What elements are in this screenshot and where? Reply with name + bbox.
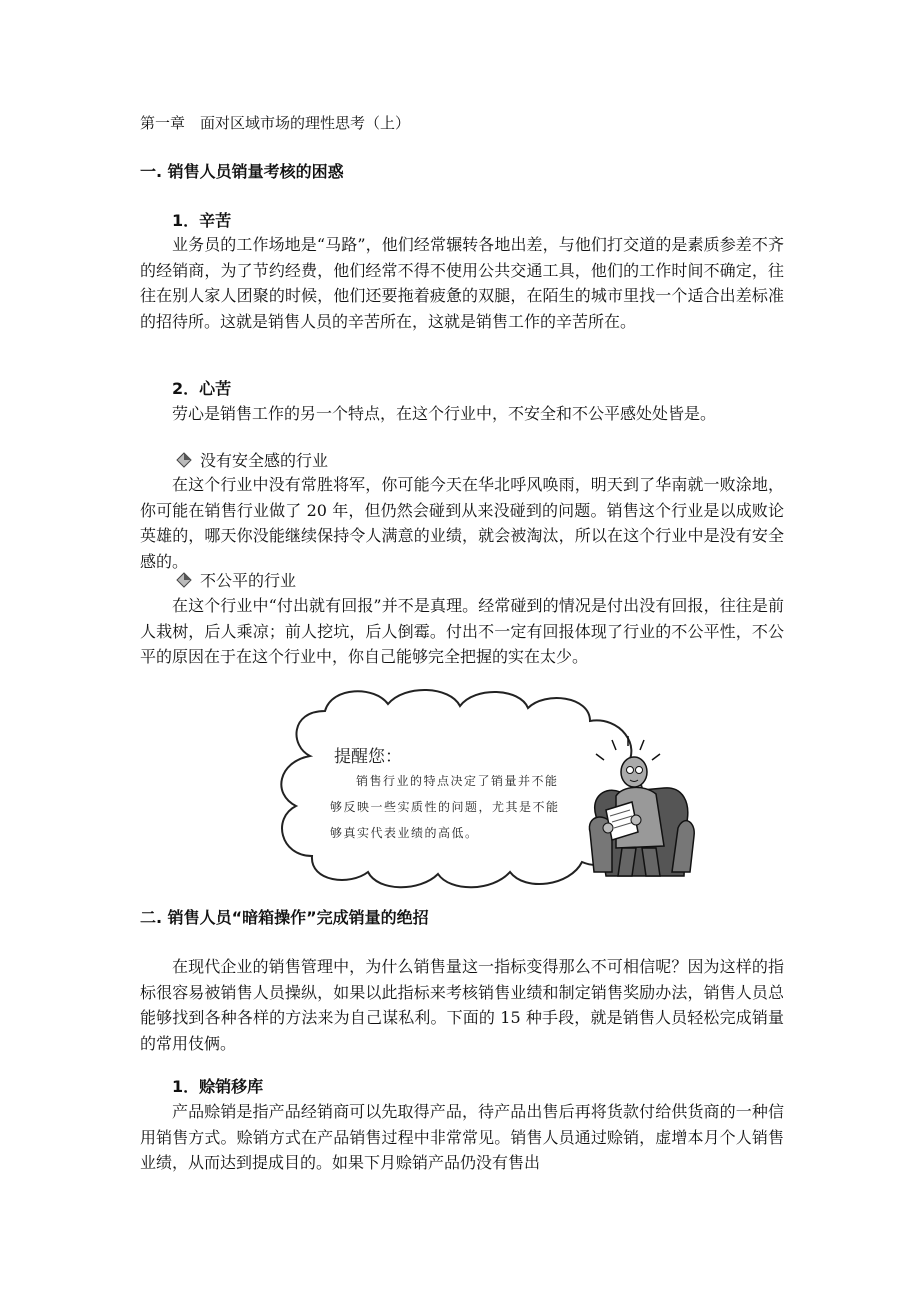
paragraph-hardship: 业务员的工作场地是“马路”，他们经常辗转各地出差，与他们打交道的是素质参差不齐的经销商，为了节约经费，他们经常不得不使用公共交通工具，他们的工作时间不确定，往往在别人家人团聚的时候，他们还要拖着疲惫的双腿，在陌生的城市里找一个适合出差标准的招待所。这就是销售人员的辛苦所在，这就是销售工作的辛苦所在。 bbox=[140, 235, 784, 331]
diamond-bullet-icon bbox=[176, 572, 192, 588]
reminder-line: 够真实代表业绩的高低。 bbox=[330, 826, 479, 840]
chapter-title: 第一章 面对区域市场的理性思考（上） bbox=[140, 114, 411, 132]
reminder-line: 够反映一些实质性的问题，尤其是不能 bbox=[330, 800, 560, 814]
subheading-heartache: 2．心苦 bbox=[172, 379, 232, 398]
reminder-line: 销售行业的特点决定了销量并不能 bbox=[356, 774, 559, 788]
section-heading-2: 二. 销售人员“暗箱操作”完成销量的绝招 bbox=[140, 908, 429, 927]
section-heading-1: 一. 销售人员销量考核的困惑 bbox=[140, 162, 344, 181]
diamond-bullet-icon bbox=[176, 452, 192, 468]
bullet-no-security bbox=[176, 449, 576, 473]
bullet-unfair bbox=[176, 569, 576, 593]
bullet-label: 不公平的行业 bbox=[200, 571, 297, 590]
paragraph-section2-intro: 在现代企业的销售管理中，为什么销售量这一指标变得那么不可相信呢？因为这样的指标很容易被销售人员操纵，如果以此指标来考核销售业绩和制定销售奖励办法，销售人员总能够找到各种各样的方法来为自己谋私利。下面的 15 种手段，就是销售人员轻松完成销量的常用伎俩。 bbox=[140, 957, 784, 1053]
paragraph-heartache: 劳心是销售工作的另一个特点，在这个行业中，不安全和不公平感处处皆是。 bbox=[172, 404, 717, 423]
reminder-title: 提醒您： bbox=[334, 747, 402, 767]
paragraph-no-security: 在这个行业中没有常胜将军，你可能今天在华北呼风唤雨，明天到了华南就一败涂地，你可能在销售行业做了 20 年，但仍然会碰到从来没碰到的问题。销售这个行业是以成败论英雄的，哪天你没能继续保持令人满意的业绩，就会被淘汰，所以在这个行业中是没有安全感的。 bbox=[140, 475, 784, 571]
paragraph-consignment: 产品赊销是指产品经销商可以先取得产品，待产品出售后再将货款付给供货商的一种信用销售方式。赊销方式在产品销售过程中非常常见。销售人员通过赊销，虚增本月个人销售业绩，从而达到提成目的。如果下月赊销产品仍没有售出 bbox=[140, 1102, 784, 1173]
bullet-label: 没有安全感的行业 bbox=[200, 451, 329, 470]
paragraph-unfair: 在这个行业中“付出就有回报”并不是真理。经常碰到的情况是付出没有回报，往往是前人栽树，后人乘凉；前人挖坑，后人倒霉。付出不一定有回报体现了行业的不公平性，不公平的原因在于在这个行业中，你自己能够完全把握的实在太少。 bbox=[140, 596, 784, 667]
reading-man-illustration bbox=[586, 736, 696, 886]
subheading-consignment: 1．赊销移库 bbox=[172, 1077, 264, 1096]
subheading-hardship: 1．辛苦 bbox=[172, 211, 232, 230]
